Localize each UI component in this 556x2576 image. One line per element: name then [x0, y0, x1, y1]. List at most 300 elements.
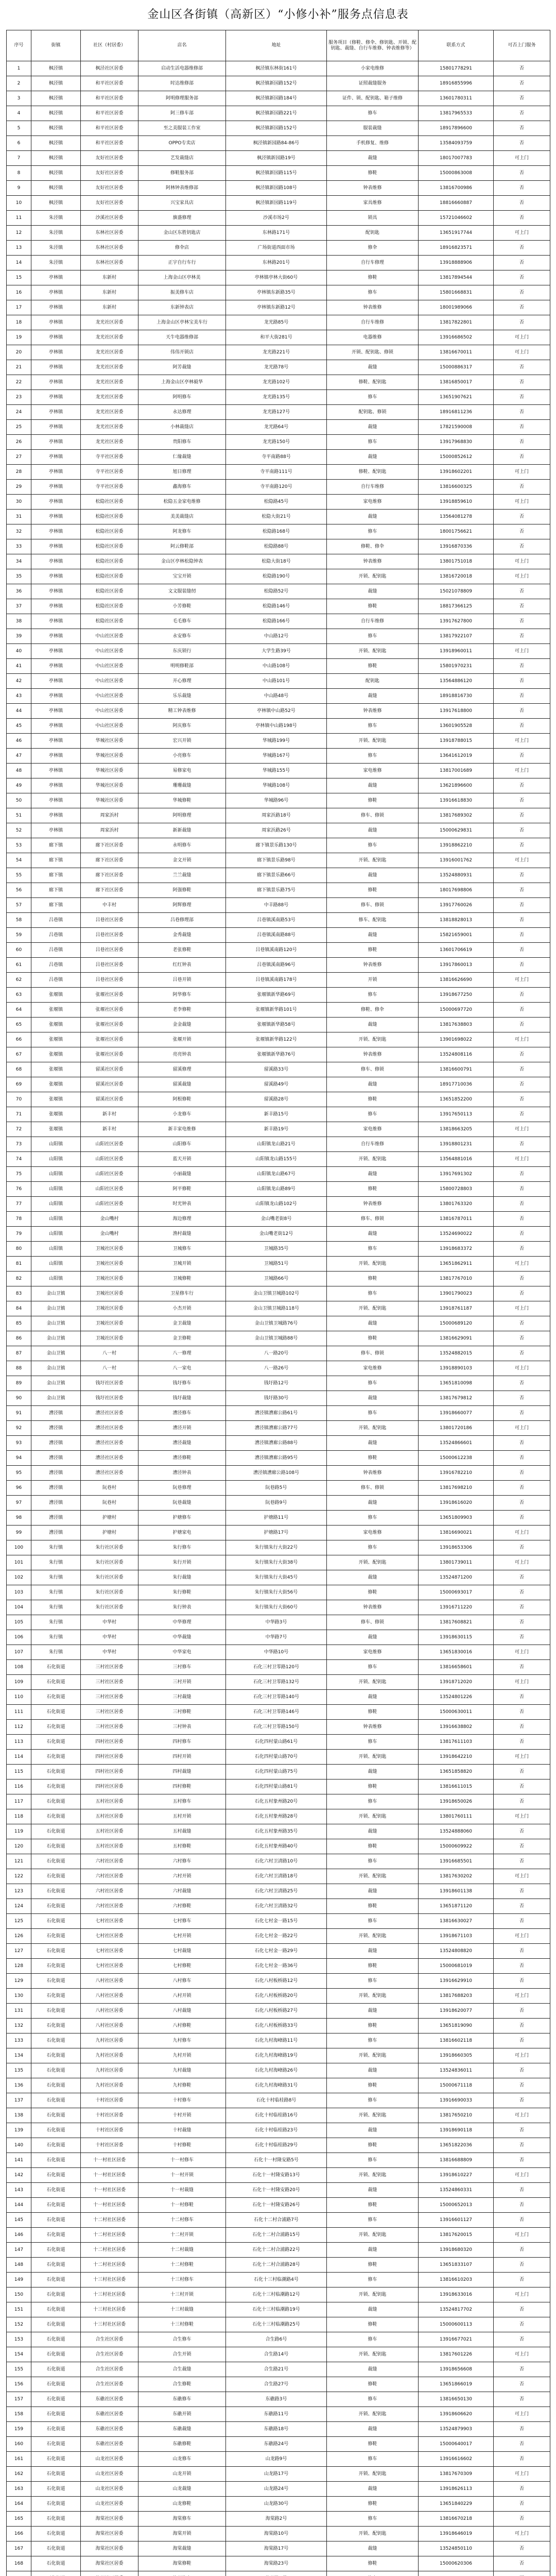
table-row: [7, 629, 550, 644]
cell-services: 裁缝: [327, 1018, 419, 1032]
cell-services: 钟表维修: [327, 704, 419, 719]
cell-address: 阮巷路9号: [226, 1496, 327, 1511]
cell-community: 漕泾社区居委: [81, 1421, 138, 1436]
cell-index: 20: [7, 345, 31, 360]
cell-index: 157: [7, 2392, 31, 2407]
cell-index: 82: [7, 1272, 31, 1286]
cell-address: 东礁路18号: [226, 2422, 327, 2437]
cell-address: 石化十三村临潮路12号: [226, 2287, 327, 2302]
cell-community: 合生社区居委: [81, 2377, 138, 2392]
cell-onsite: 否: [494, 106, 550, 121]
cell-town: 石化街道: [31, 2108, 81, 2123]
cell-address: 朱行镇朱行大街22号: [226, 1540, 327, 1555]
cell-index: 137: [7, 2093, 31, 2108]
cell-town: 山阳镇: [31, 1152, 81, 1167]
cell-community: 五村社区居委: [81, 1809, 138, 1824]
cell-town: 廊下镇: [31, 838, 81, 853]
cell-community: 龙光社区居委: [81, 345, 138, 360]
cell-address: 中华路7号: [226, 1630, 327, 1645]
cell-town: 石化街道: [31, 2093, 81, 2108]
cell-community: 卫城社区居委: [81, 1301, 138, 1316]
table-row: [7, 793, 550, 808]
cell-town: 漕泾镇: [31, 1406, 81, 1421]
cell-onsite: 可上门: [494, 1526, 550, 1540]
cell-services: 裁缝: [327, 689, 419, 704]
cell-town: 石化街道: [31, 2332, 81, 2347]
cell-index: 37: [7, 599, 31, 614]
table-row: [7, 2048, 550, 2063]
table-row: [7, 1540, 550, 1555]
cell-town: 石化街道: [31, 1899, 81, 1914]
cell-services: 家电维修: [327, 1645, 419, 1660]
cell-town: 石化街道: [31, 1750, 81, 1765]
cell-services: 修鞋: [327, 166, 419, 181]
cell-phone: 13816690021: [419, 1526, 494, 1540]
cell-town: 吕巷镇: [31, 973, 81, 988]
table-row: [7, 510, 550, 524]
cell-community: 华城社区居委: [81, 734, 138, 749]
cell-community: 卫城社区居委: [81, 1257, 138, 1272]
cell-index: 31: [7, 510, 31, 524]
cell-index: 97: [7, 1496, 31, 1511]
cell-index: 67: [7, 1047, 31, 1062]
table-row: [7, 2407, 550, 2422]
cell-phone: 13817650210: [419, 2108, 494, 2123]
cell-onsite: 否: [494, 1316, 550, 1331]
cell-address: 松隐大街18号: [226, 554, 327, 569]
cell-phone: 13524690022: [419, 1227, 494, 1242]
cell-index: 45: [7, 719, 31, 734]
cell-community: 七村社区居委: [81, 1914, 138, 1929]
cell-shop-name: 时光钟表: [138, 1197, 226, 1212]
cell-onsite: 否: [494, 2138, 550, 2153]
cell-community: 朱行社区居委: [81, 1585, 138, 1600]
cell-address: 留溪路33号: [226, 1062, 327, 1077]
cell-community: 海棠社区居委: [81, 2556, 138, 2571]
cell-services: 裁缝: [327, 2362, 419, 2377]
cell-onsite: 可上门: [494, 1122, 550, 1137]
cell-town: 枫泾镇: [31, 76, 81, 91]
cell-town: 朱行镇: [31, 1645, 81, 1660]
table-row: [7, 2452, 550, 2467]
cell-town: 金山卫镇: [31, 1391, 81, 1406]
cell-community: 漕泾社区居委: [81, 1466, 138, 1481]
cell-address: 护塘路11号: [226, 1511, 327, 1526]
cell-shop-name: 启动生活电器维修部: [138, 61, 226, 76]
cell-address: 石化八村板桥路33号: [226, 2019, 327, 2033]
cell-town: 亭林镇: [31, 390, 81, 405]
cell-address: 寺平南路111号: [226, 465, 327, 480]
cell-onsite: 否: [494, 958, 550, 973]
cell-address: 枫泾镇新园路152号: [226, 76, 327, 91]
cell-onsite: 否: [494, 1077, 550, 1092]
cell-index: 49: [7, 778, 31, 793]
cell-community: 张堰社区居委: [81, 1003, 138, 1018]
cell-onsite: 否: [494, 1974, 550, 1989]
cell-address: [226, 2571, 327, 2576]
cell-shop-name: 阿庆修车: [138, 719, 226, 734]
cell-index: 72: [7, 1122, 31, 1137]
cell-shop-name: 十一村修车: [138, 2153, 226, 2168]
cell-phone: 13916618830: [419, 793, 494, 808]
cell-shop-name: 毛毛修车: [138, 614, 226, 629]
cell-community: 松隐社区居委: [81, 554, 138, 569]
cell-onsite: 否: [494, 1824, 550, 1839]
cell-onsite: 否: [494, 1496, 550, 1511]
table-row: [7, 2019, 550, 2033]
cell-address: 龙光路85号: [226, 315, 327, 330]
cell-services: 修鞋: [327, 1092, 419, 1107]
cell-community: 中山社区居委: [81, 659, 138, 674]
cell-index: 118: [7, 1809, 31, 1824]
cell-town: 石化街道: [31, 2243, 81, 2258]
cell-onsite: 否: [494, 2302, 550, 2317]
cell-services: 裁缝: [327, 928, 419, 943]
cell-services: 开锁、配钥匙: [327, 1675, 419, 1690]
table-row: [7, 2467, 550, 2482]
cell-services: 裁缝: [327, 2243, 419, 2258]
cell-town: [31, 2571, 81, 2576]
cell-services: 裁缝: [327, 420, 419, 435]
cell-services: 裁缝: [327, 868, 419, 883]
cell-services: 钟表维修: [327, 1047, 419, 1062]
cell-town: 亭林镇: [31, 689, 81, 704]
cell-services: 开锁、配钥匙: [327, 1555, 419, 1570]
col-services-header: 服务项目（修鞋、修伞、修钥匙、开锁、配钥匙、裁缝、自行车维修、钟表维修等）: [327, 30, 419, 61]
cell-shop-name: 钱圩修车: [138, 1376, 226, 1391]
cell-shop-name: 时达维修部: [138, 76, 226, 91]
cell-address: 石化十二村合浦路15号: [226, 2228, 327, 2243]
cell-community: 九村社区居委: [81, 2033, 138, 2048]
cell-index: 89: [7, 1376, 31, 1391]
cell-index: 115: [7, 1765, 31, 1780]
cell-town: 亭林镇: [31, 435, 81, 450]
cell-phone: 13801751018: [419, 554, 494, 569]
cell-phone: 13916638802: [419, 1720, 494, 1735]
cell-services: 修车: [327, 988, 419, 1003]
cell-onsite: 否: [494, 1197, 550, 1212]
cell-onsite: 否: [494, 2317, 550, 2332]
cell-onsite: 否: [494, 674, 550, 689]
cell-shop-name: 十三村开锁: [138, 2287, 226, 2302]
cell-community: 龙光社区居委: [81, 360, 138, 375]
cell-onsite: 可上门: [494, 1675, 550, 1690]
cell-shop-name: 合生修车: [138, 2332, 226, 2347]
cell-town: 山阳镇: [31, 1227, 81, 1242]
cell-town: 亭林镇: [31, 584, 81, 599]
cell-onsite: 否: [494, 2497, 550, 2512]
cell-community: 龙光社区居委: [81, 390, 138, 405]
cell-community: 中华村: [81, 1630, 138, 1645]
cell-onsite: 否: [494, 1884, 550, 1899]
cell-address: 卫城路35号: [226, 1242, 327, 1257]
cell-town: 石化街道: [31, 2497, 81, 2512]
cell-town: 枫泾镇: [31, 121, 81, 136]
cell-town: 亭林镇: [31, 345, 81, 360]
cell-phone: 13801763320: [419, 1197, 494, 1212]
cell-services: 开锁、配钥匙: [327, 1257, 419, 1272]
cell-address: 龙光路135号: [226, 390, 327, 405]
cell-index: 34: [7, 554, 31, 569]
cell-shop-name: [138, 2571, 226, 2576]
table-header-row: [7, 30, 550, 61]
cell-town: 石化街道: [31, 2541, 81, 2556]
cell-address: 山阳镇龙山路102号: [226, 1197, 327, 1212]
cell-community: 吕巷社区居委: [81, 973, 138, 988]
table-row: [7, 943, 550, 958]
cell-index: 55: [7, 868, 31, 883]
cell-town: 石化街道: [31, 2123, 81, 2138]
cell-services: 修伞: [327, 241, 419, 256]
table-row: [7, 1869, 550, 1884]
cell-index: 22: [7, 375, 31, 390]
table-row: [7, 614, 550, 629]
cell-shop-name: 朱行开锁: [138, 1555, 226, 1570]
cell-address: 石化七村金一路36号: [226, 1959, 327, 1974]
cell-services: 修车: [327, 719, 419, 734]
cell-shop-name: 六村修车: [138, 1854, 226, 1869]
cell-services: 修车: [327, 1107, 419, 1122]
cell-phone: 13818828013: [419, 913, 494, 928]
cell-services: 开锁、配钥匙: [327, 2407, 419, 2422]
cell-index: 26: [7, 435, 31, 450]
cell-phone: 13524808116: [419, 1047, 494, 1062]
cell-services: 修车: [327, 1794, 419, 1809]
cell-services: 修车: [327, 1286, 419, 1301]
cell-community: 海棠社区居委: [81, 2527, 138, 2541]
cell-services: 家电维修: [327, 495, 419, 510]
cell-index: 30: [7, 495, 31, 510]
cell-phone: 13817601226: [419, 2347, 494, 2362]
cell-shop-name: 阿辉修理: [138, 898, 226, 913]
cell-address: 石化四村蒙山路75号: [226, 1765, 327, 1780]
cell-shop-name: 阿华修车: [138, 988, 226, 1003]
cell-services: 开锁、配钥匙: [327, 734, 419, 749]
cell-phone: 18817366125: [419, 599, 494, 614]
cell-index: 54: [7, 853, 31, 868]
cell-phone: 13524817702: [419, 2302, 494, 2317]
cell-onsite: 否: [494, 360, 550, 375]
cell-onsite: 否: [494, 943, 550, 958]
cell-onsite: 否: [494, 510, 550, 524]
cell-onsite: 可上门: [494, 973, 550, 988]
cell-phone: 13817670309: [419, 2467, 494, 2482]
cell-onsite: 可上门: [494, 2108, 550, 2123]
cell-services: 裁缝: [327, 2004, 419, 2019]
cell-town: 山阳镇: [31, 1272, 81, 1286]
table-row: [7, 2571, 550, 2576]
cell-phone: 13816670011: [419, 345, 494, 360]
cell-phone: 13817767010: [419, 1272, 494, 1286]
table-row: [7, 1361, 550, 1376]
table-row: [7, 2004, 550, 2019]
cell-index: 42: [7, 674, 31, 689]
table-row: [7, 1227, 550, 1242]
cell-community: 十一村社区居委: [81, 2198, 138, 2213]
cell-address: 石化五村象州路20号: [226, 1794, 327, 1809]
cell-town: 亭林镇: [31, 734, 81, 749]
cell-town: 漕泾镇: [31, 1511, 81, 1526]
cell-services: 开锁、配钥匙: [327, 1989, 419, 2004]
cell-address: 新丰路15号: [226, 1107, 327, 1122]
cell-address: 石化十村临桂路29号: [226, 2138, 327, 2153]
cell-community: 周家浜村: [81, 808, 138, 823]
cell-town: 石化街道: [31, 1944, 81, 1959]
cell-phone: 13651830016: [419, 1645, 494, 1660]
cell-phone: 15721046602: [419, 211, 494, 226]
cell-onsite: 否: [494, 405, 550, 420]
cell-shop-name: 六村开锁: [138, 1869, 226, 1884]
table-row: [7, 599, 550, 614]
cell-address: 海棠路10号: [226, 2527, 327, 2541]
cell-services: 裁缝: [327, 2123, 419, 2138]
cell-address: 朱行镇朱行大街45号: [226, 1570, 327, 1585]
cell-index: 96: [7, 1481, 31, 1496]
cell-phone: 13524850110: [419, 2541, 494, 2556]
cell-index: 79: [7, 1227, 31, 1242]
cell-phone: 13564881016: [419, 1152, 494, 1167]
cell-services: 裁缝: [327, 2302, 419, 2317]
cell-services: 小家电维修: [327, 61, 419, 76]
cell-index: 98: [7, 1511, 31, 1526]
cell-services: 裁缝: [327, 1227, 419, 1242]
table-row: [7, 121, 550, 136]
cell-services: 裁缝: [327, 2183, 419, 2198]
cell-services: 开锁、配钥匙: [327, 2168, 419, 2183]
cell-address: 吕巷镇溪南路178号: [226, 973, 327, 988]
cell-onsite: 否: [494, 1615, 550, 1630]
cell-shop-name: 十一村修鞋: [138, 2198, 226, 2213]
cell-town: 石化街道: [31, 2198, 81, 2213]
cell-town: 石化街道: [31, 2392, 81, 2407]
cell-community: 卫城社区居委: [81, 1331, 138, 1346]
table-row: [7, 211, 550, 226]
cell-onsite: 否: [494, 1570, 550, 1585]
table-row: [7, 1197, 550, 1212]
cell-phone: 15021078809: [419, 584, 494, 599]
cell-town: 亭林镇: [31, 495, 81, 510]
cell-community: 中山社区居委: [81, 704, 138, 719]
cell-index: 158: [7, 2407, 31, 2422]
col-onsite-header: 可否上门服务: [494, 30, 550, 61]
cell-address: 石化九村海峰路19号: [226, 2048, 327, 2063]
cell-services: 裁缝: [327, 1824, 419, 1839]
cell-shop-name: 阿三修车部: [138, 106, 226, 121]
table-row: [7, 2482, 550, 2497]
cell-phone: 15800728803: [419, 1182, 494, 1197]
cell-index: 126: [7, 1929, 31, 1944]
cell-index: 87: [7, 1346, 31, 1361]
cell-services: 修鞋: [327, 1451, 419, 1466]
cell-address: 沙溪市场2号: [226, 211, 327, 226]
cell-index: 91: [7, 1406, 31, 1421]
table-row: [7, 2198, 550, 2213]
cell-services: 修鞋: [327, 2556, 419, 2571]
cell-services: 裁缝: [327, 1391, 419, 1406]
cell-shop-name: 四村开锁: [138, 1750, 226, 1765]
cell-shop-name: 小芳修鞋: [138, 599, 226, 614]
table-row: [7, 1182, 550, 1197]
cell-town: 金山卫镇: [31, 1316, 81, 1331]
cell-address: 石化七村金一路29号: [226, 1944, 327, 1959]
cell-services: 钟表维修: [327, 1720, 419, 1735]
cell-services: 自行车维修: [327, 614, 419, 629]
cell-town: 亭林镇: [31, 629, 81, 644]
cell-town: 朱行镇: [31, 1540, 81, 1555]
cell-services: 修车: [327, 2093, 419, 2108]
cell-index: 113: [7, 1735, 31, 1750]
cell-phone: 13918656608: [419, 2362, 494, 2377]
cell-community: 张堰社区居委: [81, 1032, 138, 1047]
cell-index: 136: [7, 2078, 31, 2093]
cell-town: 山阳镇: [31, 1197, 81, 1212]
cell-phone: 13651852200: [419, 1092, 494, 1107]
cell-index: 74: [7, 1152, 31, 1167]
cell-address: 石化十村临桂路16号: [226, 2108, 327, 2123]
cell-onsite: 否: [494, 1780, 550, 1794]
cell-index: 141: [7, 2153, 31, 2168]
cell-shop-name: 海棠修车: [138, 2512, 226, 2527]
cell-phone: 13524866601: [419, 1436, 494, 1451]
cell-community: 龙光社区居委: [81, 330, 138, 345]
cell-address: 华城路96号: [226, 793, 327, 808]
cell-shop-name: 十三村修鞋: [138, 2317, 226, 2332]
table-row: [7, 435, 550, 450]
cell-index: 121: [7, 1854, 31, 1869]
cell-shop-name: 兴宝家具店: [138, 196, 226, 211]
cell-index: 75: [7, 1167, 31, 1182]
cell-address: 钱圩路12号: [226, 1376, 327, 1391]
cell-phone: 15000620306: [419, 2556, 494, 2571]
cell-phone: 13901790023: [419, 1286, 494, 1301]
cell-onsite: 否: [494, 256, 550, 270]
table-row: [7, 1555, 550, 1570]
cell-town: 金山卫镇: [31, 1361, 81, 1376]
cell-community: 六村社区居委: [81, 1884, 138, 1899]
cell-address: 石化三村卫零路140号: [226, 1690, 327, 1705]
cell-phone: 13918660305: [419, 2048, 494, 2063]
table-row: [7, 2258, 550, 2273]
cell-services: 开锁、配钥匙: [327, 853, 419, 868]
cell-community: 友好社区居委: [81, 166, 138, 181]
cell-shop-name: 卫城开锁: [138, 1257, 226, 1272]
table-row: [7, 1615, 550, 1630]
cell-shop-name: 金卫修鞋: [138, 1331, 226, 1346]
cell-index: [7, 2571, 31, 2576]
cell-community: 十一村社区居委: [81, 2153, 138, 2168]
cell-index: 108: [7, 1660, 31, 1675]
cell-address: 中华路10号: [226, 1645, 327, 1660]
cell-index: 105: [7, 1615, 31, 1630]
cell-town: 石化街道: [31, 2183, 81, 2198]
cell-index: 109: [7, 1675, 31, 1690]
cell-onsite: 否: [494, 2452, 550, 2467]
cell-town: 张堰镇: [31, 1092, 81, 1107]
cell-phone: 13816630027: [419, 1914, 494, 1929]
cell-services: 钟表维修: [327, 1466, 419, 1481]
cell-phone: 13918616020: [419, 1496, 494, 1511]
cell-index: 58: [7, 913, 31, 928]
cell-community: 八村社区居委: [81, 2019, 138, 2033]
cell-onsite: 否: [494, 450, 550, 465]
table-row: [7, 2183, 550, 2198]
table-row: [7, 1062, 550, 1077]
cell-phone: 13816610203: [419, 2273, 494, 2287]
cell-community: 钱圩社区居委: [81, 1391, 138, 1406]
cell-town: 石化街道: [31, 2407, 81, 2422]
cell-services: 裁缝: [327, 1570, 419, 1585]
cell-phone: 15000652013: [419, 2198, 494, 2213]
